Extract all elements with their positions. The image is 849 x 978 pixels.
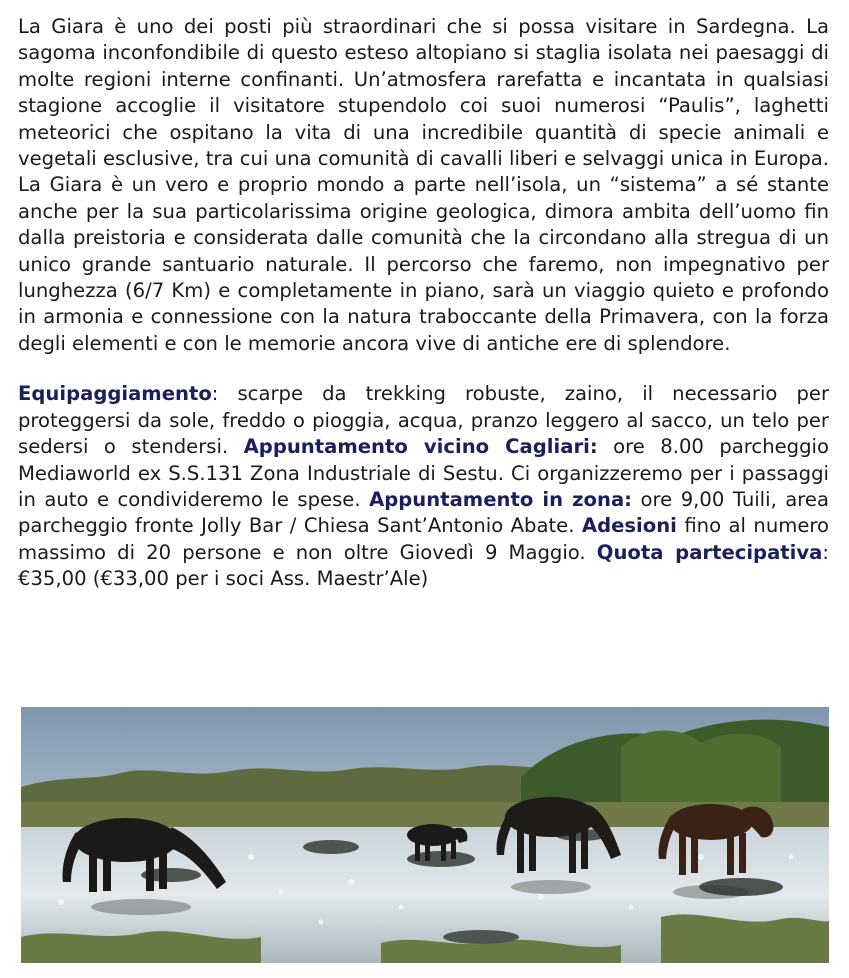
document-body [18,14,829,593]
intro-paragraph: La Giara è uno dei posti più straordinari che si possa visitare in Sardegna. La sagoma inconfondibile di questo esteso altopiano si staglia isolata nei paesaggi di molte regioni interne confinanti. Un’atmosfera rarefatta e incantata in qualsiasi stagione accoglie il visitatore stupendolo coi suoi numerosi “Paulis”, laghetti meteorici che ospitano la vita di una incredibile quantità di specie animali e vegetali esclusive, tra cui una comunità di cavalli liberi e selvaggi unica in Europa. La Giara è un vero e proprio mondo a parte nell’isola, un “sistema” a sé stante anche per la sua particolarissima origine geologica, dimora ambita dell’uomo fin dalla preistoria e considerata dalle comunità che la circondano alla stregua di un unico grande santuario naturale. Il percorso che faremo, non impegnativo per lunghezza (6/7 Km) e completamente in piano, sarà un viaggio quieto e profondo in armonia e connessione con la natura traboccante della Primavera, con la forza degli elementi e con le memorie ancora vive di antiche ere di splendore. [18,15,829,355]
equipment-text: : scarpe da trekking robuste, zaino, il necessario per proteggersi da sole, freddo o pioggia, acqua, pranzo leggero al sacco, un telo per sedersi o stendersi. [18,382,829,459]
meeting-cagliari-label: Appuntamento vicino Cagliari: [243,435,598,459]
meeting-zone-text: ore 9,00 Tuili, area parcheggio fronte Jolly Bar / Chiesa Sant’Antonio Abate. [18,487,829,538]
horses-landscape-photo [21,707,829,963]
equipment-label: Equipaggiamento [18,382,212,406]
meeting-cagliari-text: ore 8.00 parcheggio Mediaworld ex S.S.131 Zona Industriale di Sestu. Ci organizzeremo per i passaggi in auto e condivideremo le spese. [18,435,829,511]
fee-text: : €35,00 (€33,00 per i soci Ass. Maestr’Ale) [18,540,829,591]
adhesions-label: Adesioni [581,514,677,538]
meeting-zone-label: Appuntamento in zona: [369,487,633,511]
adhesions-text: fino al numero massimo di 20 persone e non oltre Giovedì 9 Maggio. [18,514,829,564]
fee-label: Quota partecipativa [596,540,823,564]
details-paragraph [18,381,829,592]
